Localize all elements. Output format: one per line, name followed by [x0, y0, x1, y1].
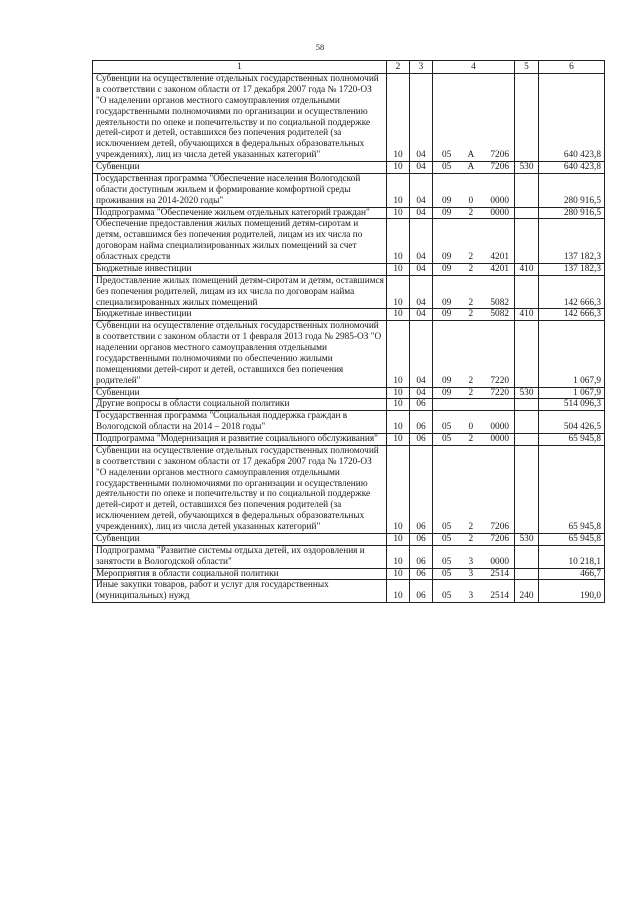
row-amount: 65 945,8 [539, 445, 605, 533]
header-cell: 4 [433, 61, 515, 74]
row-target-article [433, 568, 515, 580]
row-target-article [433, 74, 515, 162]
table-row [93, 275, 605, 309]
row-expense-type: 530 [515, 162, 539, 174]
row-name: Обеспечение предоставления жилых помещений детям-сиротам и детям, оставшимся без попечения родителей, лицам из их числа по договорам найма специализированных жилых помещений за счет областных средств [93, 219, 387, 264]
row-amount: 466,7 [539, 568, 605, 580]
row-expense-type [515, 545, 539, 568]
row-target-article [433, 275, 515, 309]
target-article-program: 09 [442, 252, 452, 262]
target-article-direction: 7220 [490, 387, 509, 398]
row-name: Государственная программа "Обеспечение населения Вологодской области доступным жильем и формирование комфортной среды проживания на 2014-2020 годы" [93, 173, 387, 207]
row-amount: 514 096,3 [539, 399, 605, 411]
row-subsection: 04 [410, 275, 433, 309]
target-article-direction: 0000 [490, 434, 509, 444]
row-expense-type [515, 411, 539, 434]
row-expense-type [515, 173, 539, 207]
row-name: Бюджетные инвестиции [93, 309, 387, 321]
row-section: 10 [387, 545, 410, 568]
row-amount: 137 182,3 [539, 219, 605, 264]
target-article-program: 05 [442, 522, 452, 532]
row-amount: 1 067,9 [539, 321, 605, 387]
row-expense-type [515, 74, 539, 162]
target-article-program: 05 [442, 162, 452, 172]
table-header-row [93, 61, 605, 74]
target-article-direction: 4201 [490, 263, 509, 274]
row-section: 10 [387, 580, 410, 603]
target-article-subprogram: 2 [468, 375, 474, 386]
target-article-subprogram: 2 [468, 522, 474, 532]
target-article-program: 09 [442, 375, 452, 386]
target-article-direction: 0000 [490, 556, 509, 567]
row-subsection: 04 [410, 263, 433, 275]
row-section: 10 [387, 568, 410, 580]
row-subsection: 04 [410, 219, 433, 264]
target-article-subprogram: А [467, 150, 475, 161]
target-article-program: 05 [442, 591, 452, 602]
row-section: 10 [387, 173, 410, 207]
table-row [93, 387, 605, 399]
row-subsection: 06 [410, 445, 433, 533]
row-target-article [433, 434, 515, 446]
row-subsection: 06 [410, 434, 433, 446]
row-subsection: 06 [410, 580, 433, 603]
target-article-program: 05 [442, 434, 452, 444]
target-article-direction: 7220 [490, 375, 509, 386]
row-section: 10 [387, 434, 410, 446]
target-article-subprogram: 3 [468, 568, 474, 579]
header-cell: 3 [410, 61, 433, 74]
row-expense-type: 410 [515, 263, 539, 275]
row-amount: 504 426,5 [539, 411, 605, 434]
table-row [93, 207, 605, 219]
table-row [93, 309, 605, 321]
row-expense-type: 530 [515, 387, 539, 399]
target-article-subprogram: А [467, 162, 475, 172]
header-cell: 6 [539, 61, 605, 74]
row-subsection: 04 [410, 321, 433, 387]
target-article-subprogram: 2 [468, 297, 474, 308]
target-article-direction: 0000 [490, 195, 509, 206]
row-target-article [433, 173, 515, 207]
row-subsection: 04 [410, 74, 433, 162]
row-expense-type [515, 434, 539, 446]
target-article-direction: 4201 [490, 252, 509, 262]
target-article-subprogram: 3 [468, 591, 474, 602]
row-amount: 65 945,8 [539, 434, 605, 446]
row-target-article [433, 162, 515, 174]
row-section: 10 [387, 387, 410, 399]
row-name: Государственная программа "Социальная поддержка граждан в Вологодской области на 2014 – 2018 годы" [93, 411, 387, 434]
target-article-direction: 2514 [490, 568, 509, 579]
target-article-program: 09 [442, 309, 452, 320]
row-amount: 280 916,5 [539, 173, 605, 207]
target-article-direction: 7206 [490, 150, 509, 161]
table-row [93, 173, 605, 207]
row-name: Подпрограмма "Модернизация и развитие социального обслуживания" [93, 434, 387, 446]
row-expense-type: 240 [515, 580, 539, 603]
table-row [93, 411, 605, 434]
target-article-program: 05 [442, 422, 452, 433]
row-target-article [433, 387, 515, 399]
row-amount: 1 067,9 [539, 387, 605, 399]
table-row [93, 263, 605, 275]
row-subsection: 06 [410, 533, 433, 545]
table-row [93, 533, 605, 545]
row-target-article [433, 533, 515, 545]
target-article-direction: 7206 [490, 522, 509, 532]
target-article-subprogram: 2 [468, 263, 474, 274]
row-amount: 65 945,8 [539, 533, 605, 545]
row-subsection: 04 [410, 387, 433, 399]
row-name: Субвенции [93, 162, 387, 174]
target-article-program: 05 [442, 568, 452, 579]
row-amount: 190,0 [539, 580, 605, 603]
header-cell: 2 [387, 61, 410, 74]
row-section: 10 [387, 74, 410, 162]
row-target-article [433, 399, 515, 411]
row-name: Мероприятия в области социальной политики [93, 568, 387, 580]
row-subsection: 06 [410, 568, 433, 580]
target-article-subprogram: 2 [468, 207, 474, 218]
row-expense-type [515, 275, 539, 309]
row-target-article [433, 263, 515, 275]
target-article-subprogram: 2 [468, 387, 474, 398]
row-amount: 280 916,5 [539, 207, 605, 219]
target-article-program: 05 [442, 556, 452, 567]
target-article-direction: 5082 [490, 309, 509, 320]
row-expense-type [515, 399, 539, 411]
table-row [93, 568, 605, 580]
row-section: 10 [387, 219, 410, 264]
target-article-program: 09 [442, 297, 452, 308]
row-target-article [433, 580, 515, 603]
row-section: 10 [387, 309, 410, 321]
row-expense-type [515, 207, 539, 219]
row-subsection: 06 [410, 545, 433, 568]
table-row [93, 162, 605, 174]
row-name: Подпрограмма "Развитие системы отдыха детей, их оздоровления и занятости в Вологодской области" [93, 545, 387, 568]
target-article-subprogram: 3 [468, 556, 474, 567]
row-name: Подпрограмма "Обеспечение жильем отдельных категорий граждан" [93, 207, 387, 219]
row-name: Предоставление жилых помещений детям-сиротам и детям, оставшимся без попечения родителей, лицам из их числа по договорам найма специализированных жилых помещений [93, 275, 387, 309]
row-amount: 640 423,8 [539, 74, 605, 162]
row-section: 10 [387, 533, 410, 545]
row-target-article [433, 309, 515, 321]
target-article-subprogram: 0 [468, 422, 474, 433]
target-article-program: 09 [442, 195, 452, 206]
row-amount: 142 666,3 [539, 275, 605, 309]
row-subsection: 06 [410, 411, 433, 434]
row-subsection: 04 [410, 309, 433, 321]
table-row [93, 434, 605, 446]
row-name: Субвенции на осуществление отдельных государственных полномочий в соответствии с законом области от 17 декабря 2007 года № 1720-ОЗ "О наделении органов местного самоуправления отдельными государственными полномочиями по организации и осуществлению деятельности по опеке и попечительству и по социальной поддержке детей-сирот и детей, оставшихся без попечения родителей (за исключением детей, обучающихся в федеральных образовательных учреждениях), лиц из числа детей указанных категорий" [93, 445, 387, 533]
target-article-subprogram: 0 [468, 195, 474, 206]
header-cell: 5 [515, 61, 539, 74]
target-article-subprogram: 2 [468, 533, 474, 544]
row-subsection: 06 [410, 399, 433, 411]
row-name: Субвенции на осуществление отдельных государственных полномочий в соответствии с законом области от 1 февраля 2013 года № 2985-ОЗ "О наделении органов местного самоуправления отдельными государственными полномочиями по обеспечению жилыми помещениями детей-сирот и детей, оставшихся без попечения родителей" [93, 321, 387, 387]
target-article-program: 09 [442, 263, 452, 274]
target-article-subprogram: 2 [468, 434, 474, 444]
row-target-article [433, 545, 515, 568]
row-name: Иные закупки товаров, работ и услуг для государственных (муниципальных) нужд [93, 580, 387, 603]
row-subsection: 04 [410, 207, 433, 219]
page-number: 58 [315, 42, 325, 52]
row-section: 10 [387, 207, 410, 219]
row-target-article [433, 207, 515, 219]
table-row [93, 321, 605, 387]
budget-table [92, 60, 605, 603]
row-expense-type: 410 [515, 309, 539, 321]
row-target-article [433, 219, 515, 264]
row-section: 10 [387, 321, 410, 387]
table-row [93, 74, 605, 162]
row-name: Субвенции на осуществление отдельных государственных полномочий в соответствии с законом области от 17 декабря 2007 года № 1720-ОЗ "О наделении органов местного самоуправления отдельными государственными полномочиями по организации и осуществлению деятельности по опеке и попечительству и по социальной поддержке детей-сирот и детей, оставшихся без попечения родителей (за исключением детей, обучающихся в федеральных образовательных учреждениях), лиц из числа детей указанных категорий" [93, 74, 387, 162]
row-section: 10 [387, 162, 410, 174]
row-expense-type [515, 568, 539, 580]
row-amount: 10 218,1 [539, 545, 605, 568]
table-row [93, 445, 605, 533]
row-name: Субвенции [93, 387, 387, 399]
table-row [93, 545, 605, 568]
row-subsection: 04 [410, 162, 433, 174]
target-article-direction: 7206 [490, 162, 509, 172]
table-row [93, 399, 605, 411]
row-target-article [433, 321, 515, 387]
row-target-article [433, 411, 515, 434]
target-article-subprogram: 2 [468, 252, 474, 262]
row-subsection: 04 [410, 173, 433, 207]
row-amount: 137 182,3 [539, 263, 605, 275]
target-article-direction: 0000 [490, 422, 509, 433]
row-target-article [433, 445, 515, 533]
row-section: 10 [387, 275, 410, 309]
row-amount: 142 666,3 [539, 309, 605, 321]
row-section: 10 [387, 399, 410, 411]
table-row [93, 219, 605, 264]
target-article-program: 09 [442, 207, 452, 218]
row-name: Субвенции [93, 533, 387, 545]
row-expense-type [515, 321, 539, 387]
target-article-subprogram: 2 [468, 309, 474, 320]
row-expense-type [515, 219, 539, 264]
row-amount: 640 423,8 [539, 162, 605, 174]
target-article-program: 05 [442, 150, 452, 161]
row-section: 10 [387, 263, 410, 275]
header-cell: 1 [93, 61, 387, 74]
row-name: Бюджетные инвестиции [93, 263, 387, 275]
target-article-direction: 5082 [490, 297, 509, 308]
target-article-direction: 7206 [490, 533, 509, 544]
table-row [93, 580, 605, 603]
target-article-program: 05 [442, 533, 452, 544]
target-article-program: 09 [442, 387, 452, 398]
row-section: 10 [387, 445, 410, 533]
row-name: Другие вопросы в области социальной политики [93, 399, 387, 411]
target-article-direction: 2514 [490, 591, 509, 602]
row-section: 10 [387, 411, 410, 434]
row-expense-type [515, 445, 539, 533]
row-expense-type: 530 [515, 533, 539, 545]
target-article-direction: 0000 [490, 207, 509, 218]
